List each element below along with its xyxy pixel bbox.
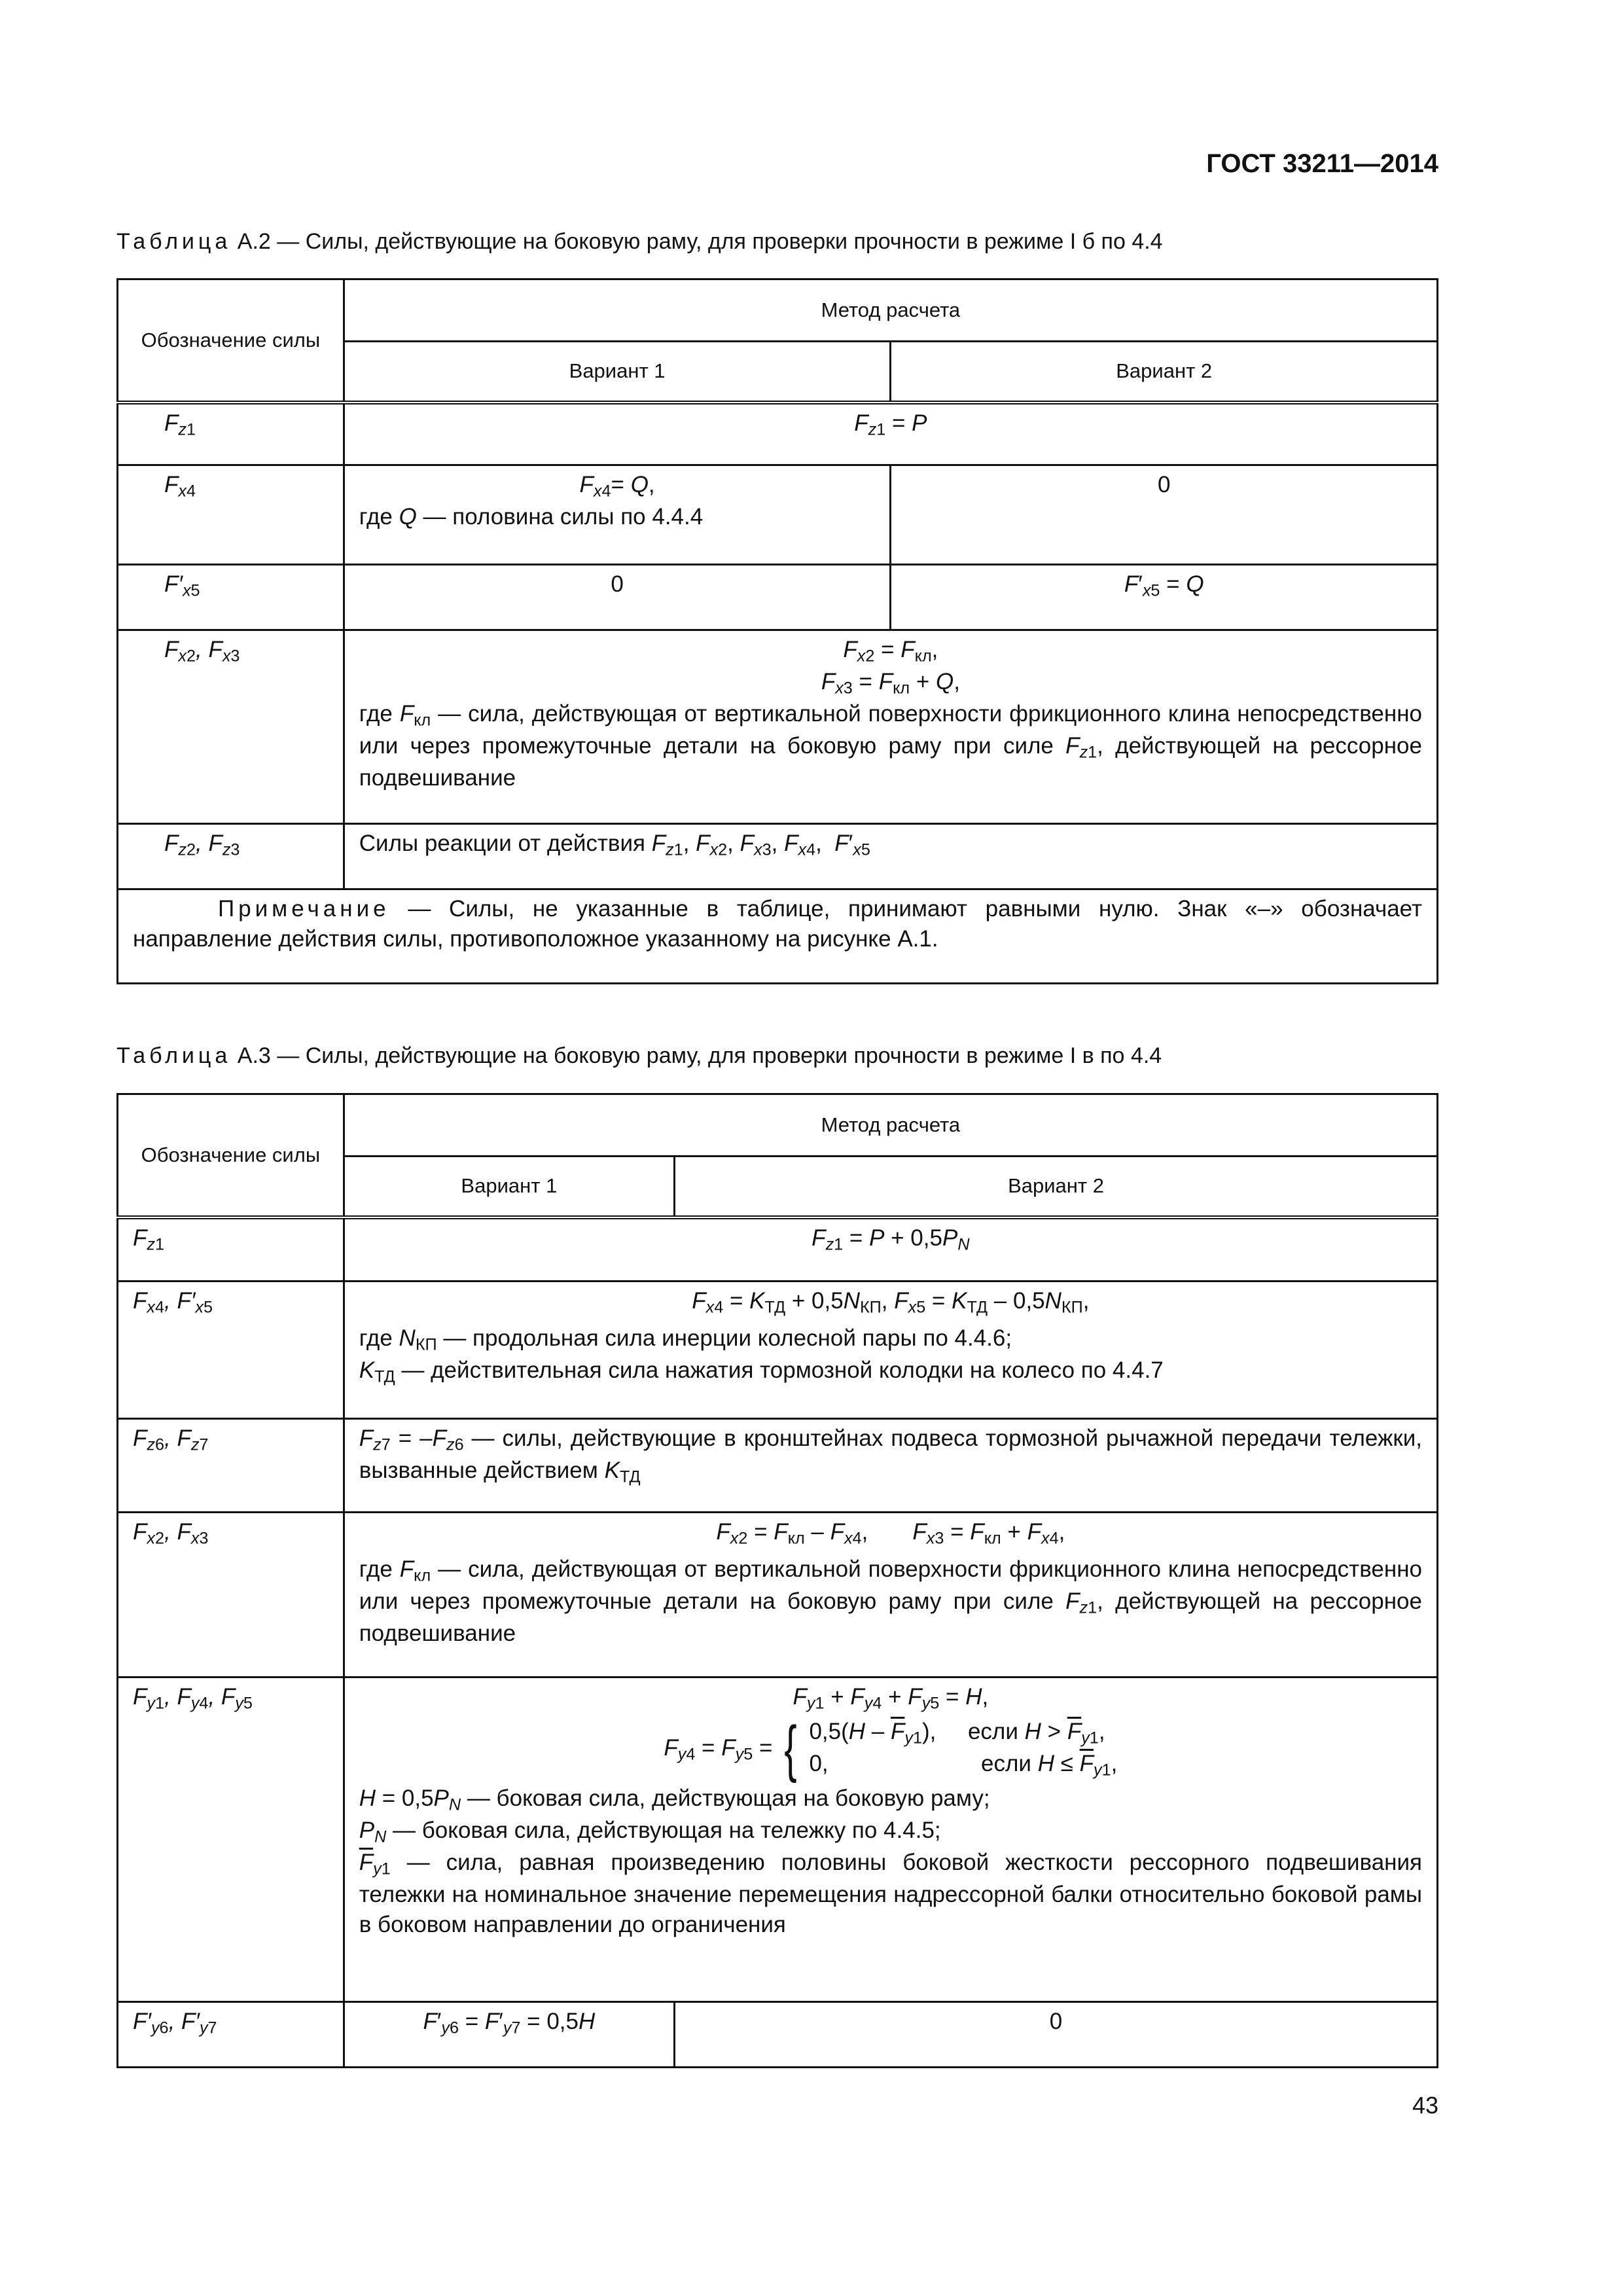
table-row xyxy=(118,1282,1438,1419)
variant2-cell: 0 xyxy=(891,465,1438,565)
variant1-cell: $F'_{y6} = F'_{y7} = 0,5H$ xyxy=(344,2002,674,2068)
formula-cell: $F_{x4} = K_{ТД} + 0,5N_{КП}$, $F_{x5} = K_{ТД} - 0,5N_{КП}$, где $N_{КП}$ — продольная сила инерции колесной пары по 4.4.6; $K_{ТД}$ — действительная сила нажатия тормозной колодки на колесо по 4.4.7 xyxy=(344,1282,1437,1419)
force-symbol: $F_{z1}$ xyxy=(118,403,344,465)
table-note-row xyxy=(118,889,1438,984)
force-symbol: $F_{x4}$ xyxy=(118,465,344,565)
table-row xyxy=(118,1217,1438,1282)
formula-cell: $F_{x2} = F_{кл} - F_{x4}$, $F_{x3} = F_{кл} + F_{x4}$, где $F_{кл}$ — сила, действующая от вертикальной поверхности фрикционного клина непосредственно или через промежуточные детали на боковую раму при силе $F_{z1}$, действующей на рессорное подвешивание xyxy=(344,1513,1437,1677)
table-a3-caption-text: А.3 — Силы, действующие на боковую раму, для проверки прочности в режиме I в по 4.4 xyxy=(237,1043,1162,1068)
force-symbol: $F_{x2}$, $F_{x3}$ xyxy=(118,1513,344,1677)
table-a2-caption xyxy=(116,229,1163,255)
variant1-cell: $F_{x4}= Q$, где Q — половина силы по 4.4.4 xyxy=(344,465,891,565)
table-row xyxy=(118,1677,1438,2002)
force-symbol: $F_{x4}$, $F'_{x5}$ xyxy=(118,1282,344,1419)
table-a2-header-variant1: Вариант 1 xyxy=(344,342,891,403)
table-a3-header-variant1: Вариант 1 xyxy=(344,1157,674,1217)
force-symbol: $F_{z6}$, $F_{z7}$ xyxy=(118,1419,344,1513)
table-a3-caption xyxy=(116,1043,1162,1069)
variant2-cell: $F'_{x5} = Q$ xyxy=(891,565,1438,630)
table-a2-caption-label: Таблица xyxy=(116,229,232,254)
formula-cell: $F_{x2} = F_{кл}$, $F_{x3} = F_{кл} + Q$, где $F_{кл}$ — сила, действующая от вертикальной поверхности фрикционного клина непосредственно или через промежуточные детали на боковую раму при силе $F_{z1}$, действующей на рессорное подвешивание xyxy=(344,630,1437,824)
page-number: 43 xyxy=(1412,2092,1438,2119)
piecewise-formula: $F_{y4} = F_{y5}$ = { $0,5(H - \overline{F}_{y1})$, если $H > \overline{F}_{y1}$, 0, если $H \le \overline{F}_{y1}$, xyxy=(664,1713,1118,1784)
table-a2-caption-text: А.2 — Силы, действующие на боковую раму, для проверки прочности в режиме I б по 4.4 xyxy=(237,229,1163,254)
table-row xyxy=(118,1419,1438,1513)
force-symbol: $F_{x2}$, $F_{x3}$ xyxy=(118,630,344,824)
note-label: Примечание xyxy=(218,896,390,922)
formula-cell: Силы реакции от действия $F_{z1}$, $F_{x2}$, $F_{x3}$, $F_{x4}$, $F'_{x5}$ xyxy=(344,824,1437,889)
table-row xyxy=(118,465,1438,565)
table-a3-header-method: Метод расчета xyxy=(344,1094,1437,1157)
table-a3 xyxy=(116,1093,1438,2068)
table-a3-caption-label: Таблица xyxy=(116,1043,232,1068)
formula-cell: $F_{z7} = -F_{z6}$ — силы, действующие в кронштейнах подвеса тормозной рычажной передачи тележки, вызванные действием $K_{ТД}$ xyxy=(344,1419,1437,1513)
force-symbol: $F_{y1}$, $F_{y4}$, $F_{y5}$ xyxy=(118,1677,344,2002)
formula-cell: $F_{y1} + F_{y4} + F_{y5} = H$, $F_{y4} = F_{y5}$ = { $0,5(H - \overline{F}_{y1})$, если $H > \overline{F}_{y1}$, 0, если $H \le \overline{F}_{y1}$, $H = 0,5P_N$ — боковая сила, действующая на боковую раму; $P_N$ — боковая сила, действующая на тележку по 4.4.5; $\overline{F}_{y1}$ — сила, равная произведению половины боковой жесткости рессорного подвешивания тележки на номинальное значение перемещения надрессорной балки относительно боковой рамы в боковом направлении до ограничения xyxy=(344,1677,1437,2002)
force-symbol: $F'_{x5}$ xyxy=(118,565,344,630)
table-a2-header-variant2: Вариант 2 xyxy=(891,342,1438,403)
table-row xyxy=(118,630,1438,824)
force-symbol: $F_{z2}$, $F_{z3}$ xyxy=(118,824,344,889)
table-a2-header-method: Метод расчета xyxy=(344,279,1437,342)
table-a3-header-force: Обозначение силы xyxy=(118,1094,344,1217)
standard-number: ГОСТ 33211—2014 xyxy=(1206,149,1438,178)
force-symbol: $F'_{y6}$, $F'_{y7}$ xyxy=(118,2002,344,2068)
variant2-cell: 0 xyxy=(675,2002,1438,2068)
formula-cell: $F_{z1} = P$ xyxy=(344,403,1437,465)
formula-cell: $F_{z1} = P + 0,5P_N$ xyxy=(344,1217,1437,1282)
variant1-cell: 0 xyxy=(344,565,891,630)
table-row xyxy=(118,403,1438,465)
table-a2-note xyxy=(118,889,1438,984)
table-a3-header-variant2: Вариант 2 xyxy=(675,1157,1438,1217)
table-row xyxy=(118,824,1438,889)
table-row xyxy=(118,2002,1438,2068)
table-a2 xyxy=(116,278,1438,984)
table-a2-header-force: Обозначение силы xyxy=(118,279,344,403)
note-text: — Силы, не указанные в таблице, принимают равными нулю. Знак «–» обозначает направление действия силы, противоположное указанному на рисунке А.1. xyxy=(133,896,1422,952)
force-symbol: $F_{z1}$ xyxy=(118,1217,344,1282)
table-row xyxy=(118,1513,1438,1677)
table-row xyxy=(118,565,1438,630)
